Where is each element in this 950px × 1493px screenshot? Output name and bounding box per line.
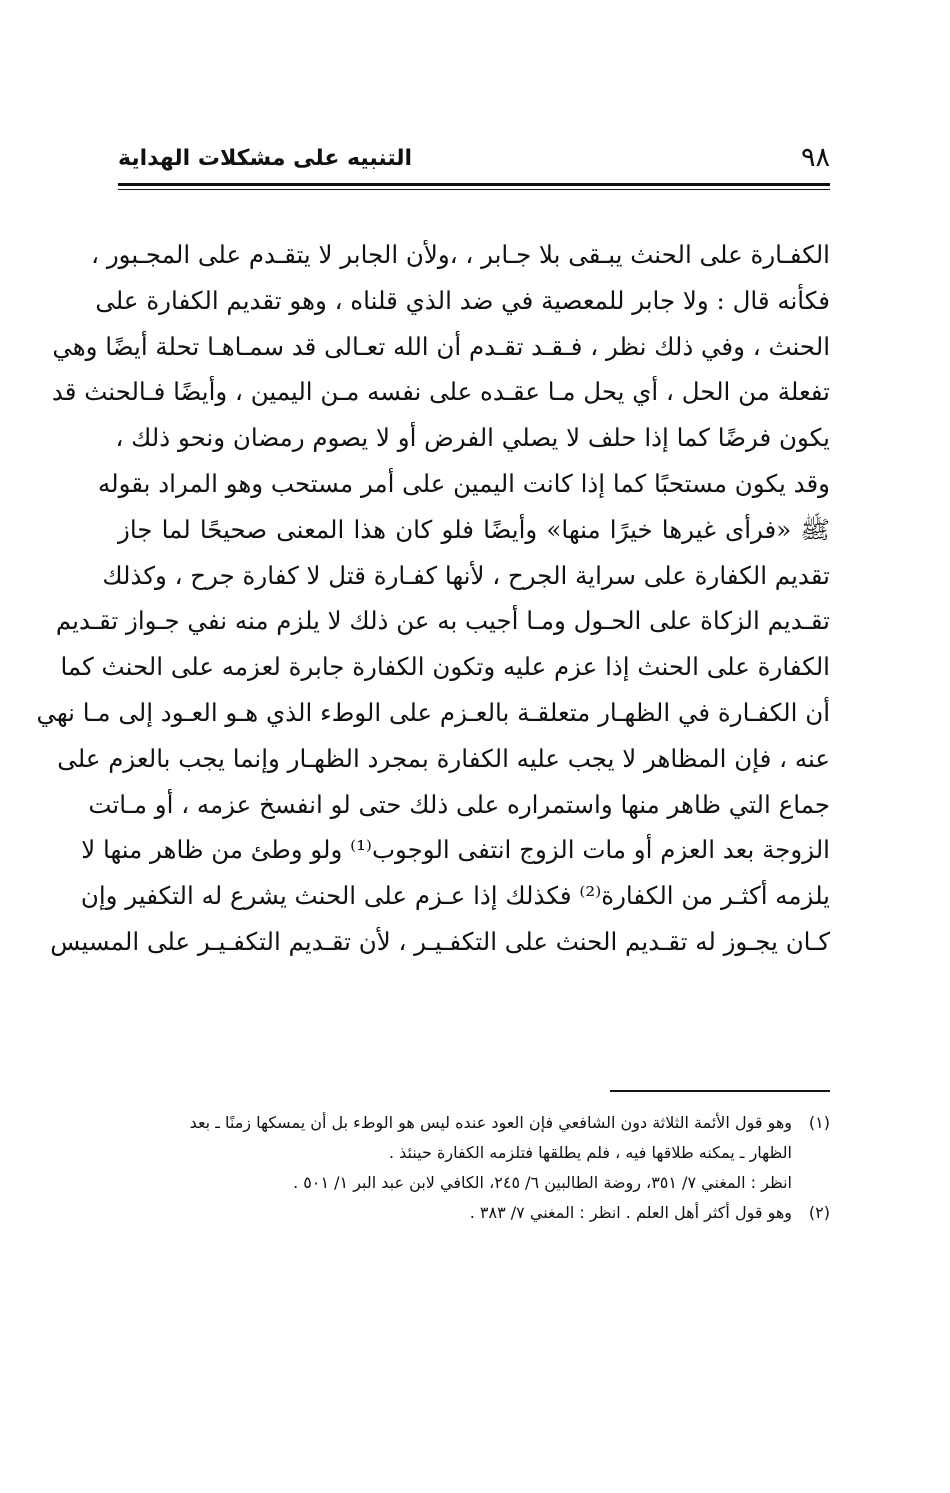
body-line: الحنث ، وفي ذلك نظر ، فـقـد تقـدم أن الله تعـالى قد سمـاهـا تحلة أيضًا وهي <box>52 331 830 361</box>
body-line: يكون فرضًا كما إذا حلف لا يصلي الفرض أو لا يصوم رمضان ونحو ذلك ، <box>115 423 830 453</box>
body-line: تقـديم الزكاة على الحـول ومـا أجيب به عن ذلك لا يلزم منه نفي جـواز تقـديم <box>55 606 830 636</box>
footnote-1-line: الظهار ـ يمكنه طلاقها فيه ، فلم يطلقها فتلزمه الكفارة حينئذ . <box>388 1143 792 1162</box>
header-rule <box>118 183 830 186</box>
running-title: التنبيه على مشكلات الهداية <box>118 146 413 171</box>
body-line: الزوجة بعد العزم أو مات الزوج انتفى الوجوب⁽¹⁾ ولو وطئ من ظاهر منها لا <box>81 835 830 865</box>
footnote-1-text: وهو قول الأئمة الثلاثة دون الشافعي فإن العود عنده ليس هو الوطء بل أن يمسكها زمنًا ـ بعد <box>189 1113 792 1132</box>
body-line: ﷺ «فرأى غيرها خيرًا منها» وأيضًا فلو كان هذا المعنى صحيحًا لما جاز <box>118 514 830 544</box>
body-line: الكفارة على الحنث إذا عزم عليه وتكون الكفارة جابرة لعزمه على الحنث كما <box>60 652 830 682</box>
body-line: يلزمه أكثـر من الكفارة⁽²⁾ فكذلك إذا عـزم على الحنث يشرع له التكفير وإن <box>80 881 830 911</box>
footnote-2-text: وهو قول أكثر أهل العلم . انظر : المغني ٧/ ٣٨٣ . <box>469 1203 792 1222</box>
body-text <box>36 232 830 965</box>
body-line: جماع التي ظاهر منها واستمراره على ذلك حتى لو انفسخ عزمه ، أو مـاتت <box>88 789 830 819</box>
header-rule-thin <box>118 189 830 190</box>
page-header <box>118 140 830 180</box>
footnote-1-reference: انظر : المغني ٧/ ٣٥١، روضة الطالبين ٦/ ٢٤٥، الكافي لابن عبد البر ١/ ٥٠١ . <box>293 1173 792 1192</box>
footnotes <box>118 1108 830 1228</box>
footnote-1-line <box>118 1108 830 1138</box>
body-line: تقديم الكفارة على سراية الجرح ، لأنها كفـارة قتل لا كفارة جرح ، وكذلك <box>102 560 830 590</box>
page-number: ٩٨ <box>800 142 830 173</box>
body-line: وقد يكون مستحبًا كما إذا كانت اليمين على أمر مستحب وهو المراد بقوله <box>98 468 830 498</box>
body-line: تفعلة من الحل ، أي يحل مـا عقـده على نفسه مـن اليمين ، وأيضًا فـالحنث قد <box>51 377 830 407</box>
footnote-separator <box>610 1090 830 1092</box>
body-line: أن الكفـارة في الظهـار متعلقـة بالعـزم على الوطء الذي هـو العـود إلى مـا نهي <box>36 697 830 727</box>
footnote-2-line <box>118 1198 830 1228</box>
body-line: فكأنه قال : ولا جابر للمعصية في ضد الذي قلناه ، وهو تقديم الكفارة على <box>95 285 830 315</box>
body-line: الكفـارة على الحنث يبـقى بلا جـابر ، ،ولأن الجابر لا يتقـدم على المجـبور ، <box>91 240 830 269</box>
body-line: كـان يجـوز له تقـديم الحنث على التكفـيـر ، لأن تقـديم التكفـيـر على المسيس <box>50 926 830 956</box>
footnote-1-marker: (١) <box>808 1113 830 1132</box>
footnote-2-marker: (٢) <box>808 1203 830 1222</box>
body-line: عنه ، فإن المظاهر لا يجب عليه الكفارة بمجرد الظهـار وإنما يجب بالعزم على <box>57 743 830 773</box>
